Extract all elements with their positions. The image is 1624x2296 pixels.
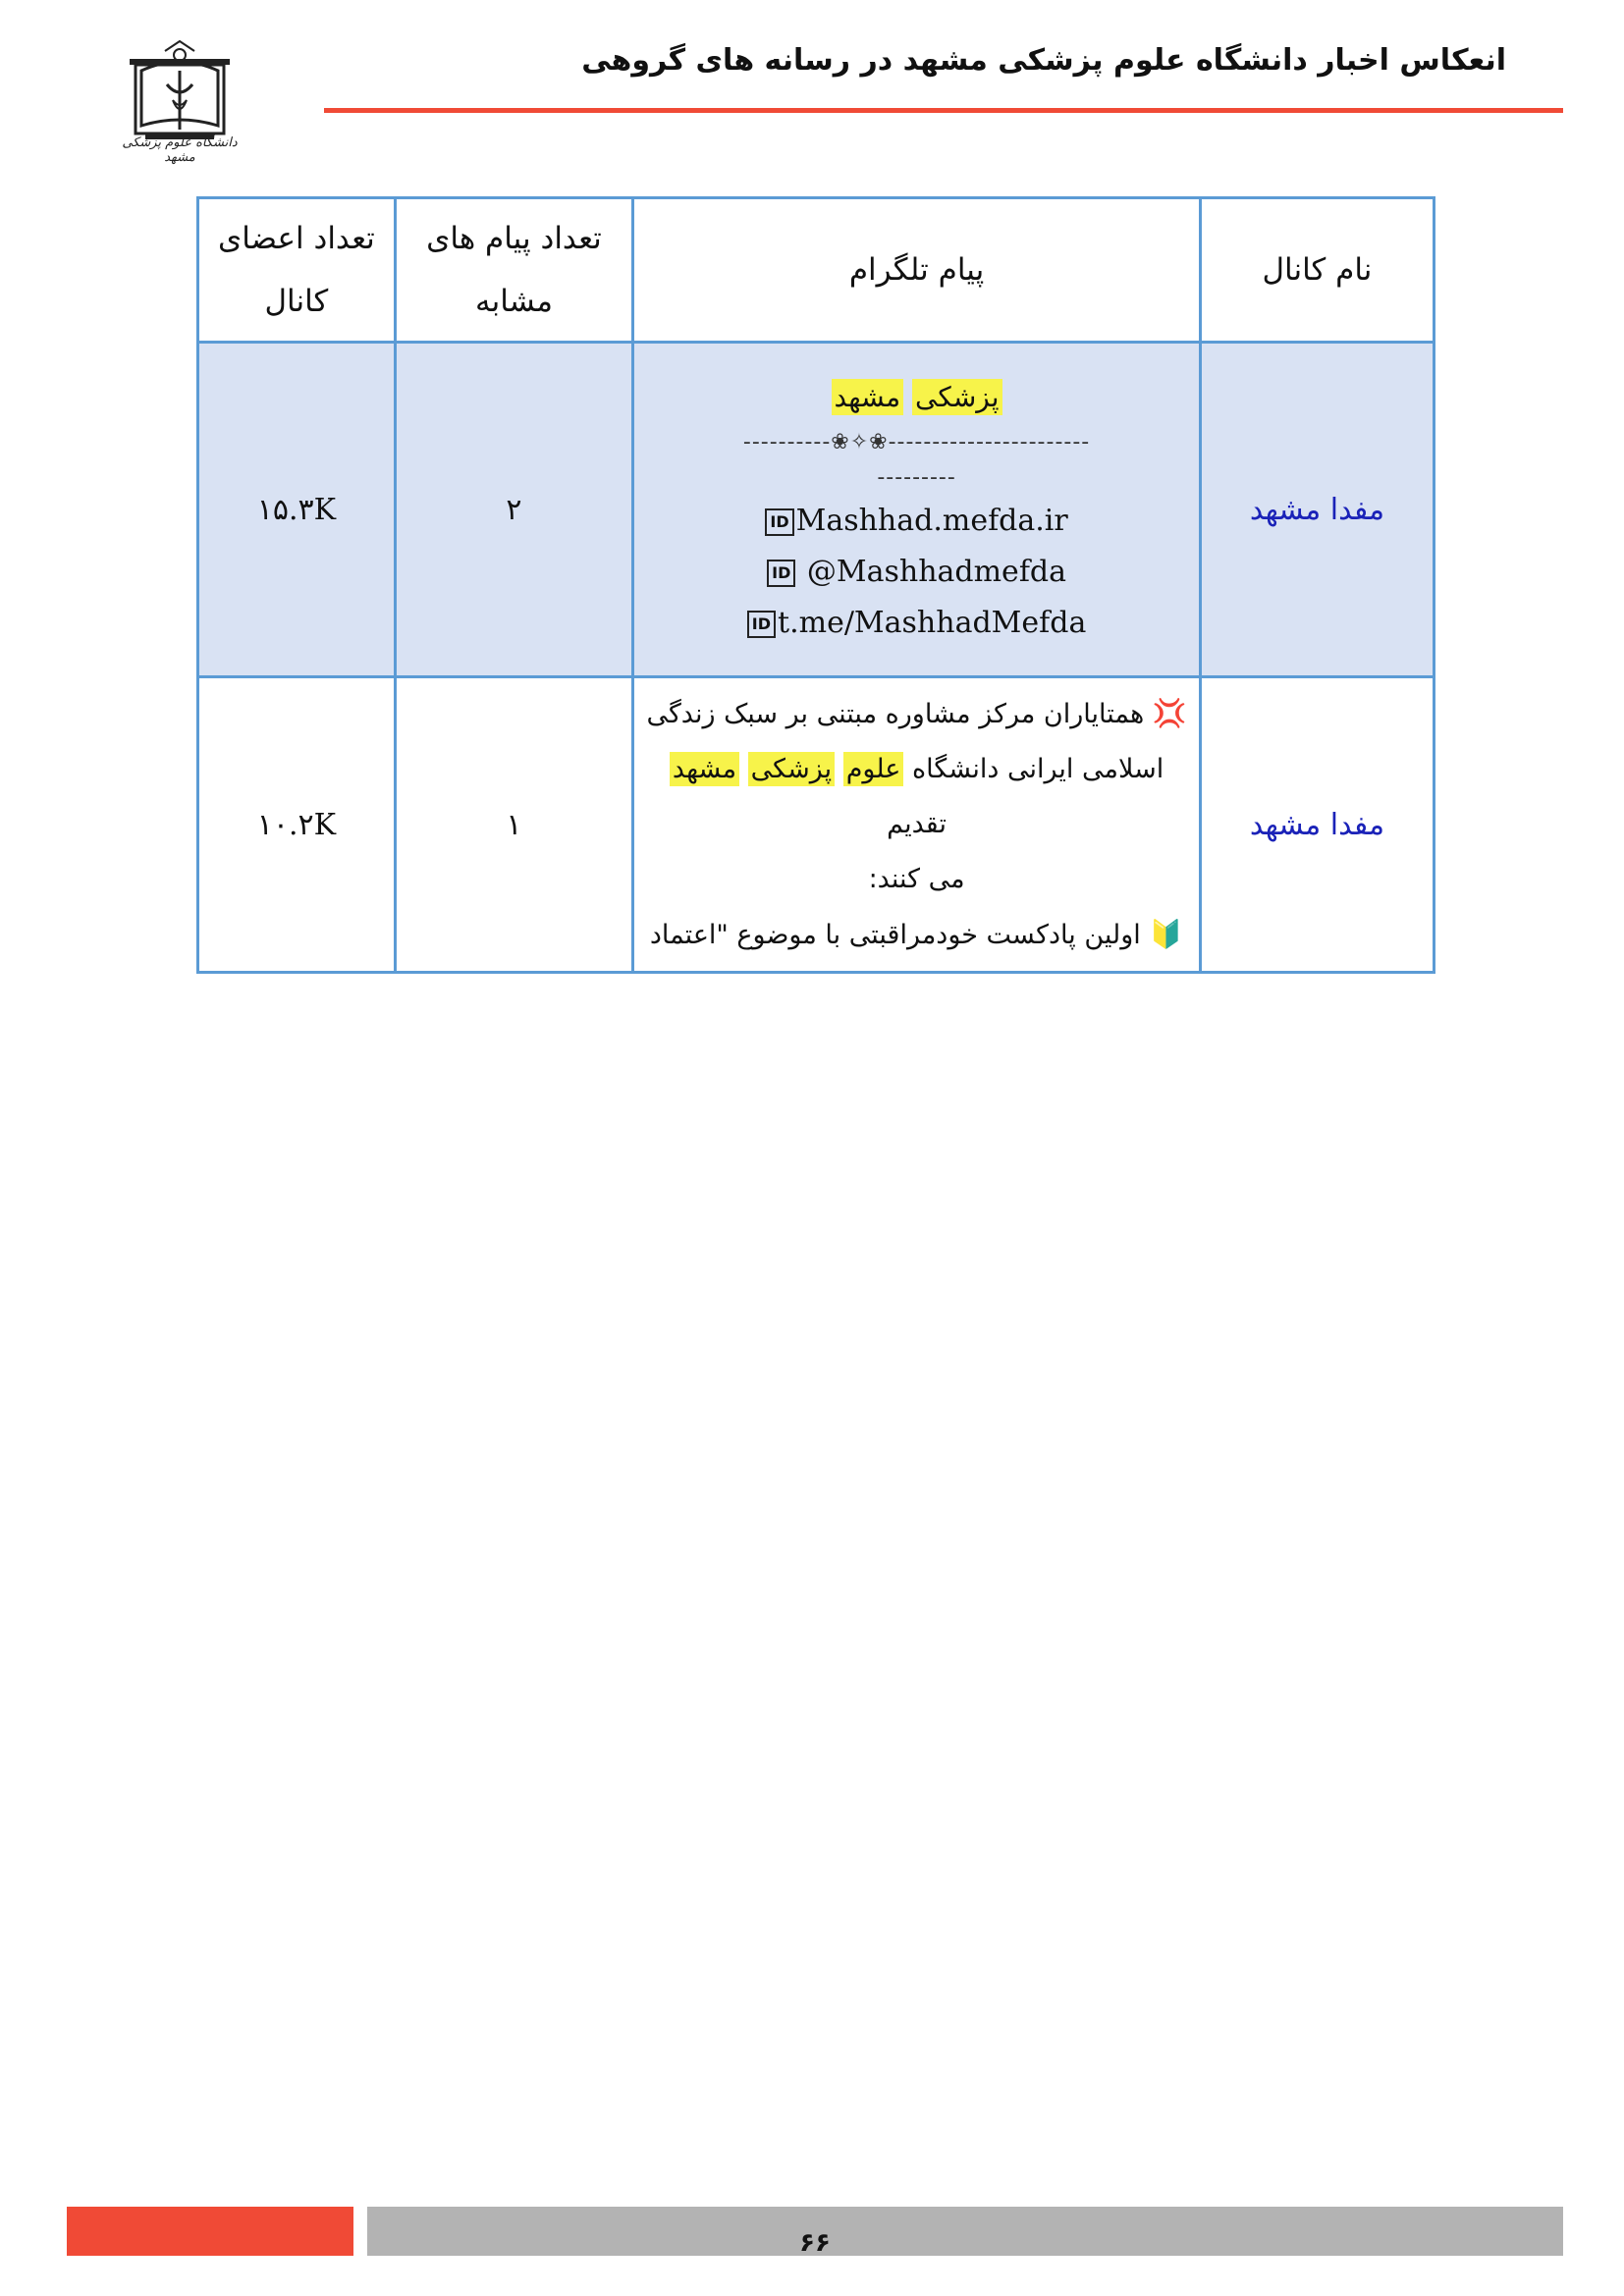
telegram-link[interactable] <box>646 598 1187 649</box>
header-divider <box>324 108 1563 113</box>
dash-line: --------- <box>877 465 956 490</box>
channel-name-link[interactable]: مفدا مشهد <box>1249 807 1385 842</box>
highlighted-word: علوم <box>843 752 904 786</box>
anger-symbol-icon: 💢 <box>1152 697 1187 729</box>
message-line <box>646 686 1187 742</box>
message-text: اسلامی ایرانی دانشگاه <box>903 754 1164 784</box>
message-cell <box>633 343 1201 677</box>
message-text: می کنند: <box>868 864 965 894</box>
page-title: انعکاس اخبار دانشگاه علوم پزشکی مشهد در رسانه های گروهی <box>581 43 1506 78</box>
footer-bar <box>367 2207 1563 2256</box>
highlighted-word: مشهد <box>832 379 904 415</box>
similar-count-cell: ۱ <box>395 677 632 973</box>
highlighted-word: پزشکی <box>748 752 835 786</box>
id-icon: ID <box>767 560 795 587</box>
dash-separator <box>646 425 1187 496</box>
channel-name-link[interactable]: مفدا مشهد <box>1249 492 1385 527</box>
header-channel-name: نام کانال <box>1200 198 1434 343</box>
channel-handle-link[interactable] <box>646 547 1187 598</box>
similar-count-cell: ۲ <box>395 343 632 677</box>
table-row <box>198 343 1435 677</box>
message-line <box>646 852 1187 907</box>
header-members: تعداد اعضای کانال <box>198 198 396 343</box>
table-row <box>198 677 1435 973</box>
message-line <box>646 742 1187 852</box>
dash-line: ----------❀✧❀----------------------- <box>742 430 1091 454</box>
message-cell <box>633 677 1201 973</box>
message-text: همتایاران مرکز مشاوره مبتنی بر سبک زندگی <box>646 699 1145 729</box>
footer-accent-bar <box>67 2207 353 2256</box>
channel-name-cell <box>1200 677 1434 973</box>
message-line <box>646 370 1187 425</box>
website-link-text: Mashhad.mefda.ir <box>795 504 1068 538</box>
news-table <box>196 196 1435 974</box>
header-telegram-message: پیام تلگرام <box>633 198 1201 343</box>
message-text: اولین پادکست خودمراقبتی با موضوع "اعتماد <box>649 920 1141 950</box>
beginner-badge-icon: 🔰 <box>1149 918 1184 950</box>
header-similar-count: تعداد پیام های مشابه <box>395 198 632 343</box>
highlighted-word: پزشکی <box>912 379 1002 415</box>
members-cell: ۱۵.۳K <box>198 343 396 677</box>
channel-handle-text: @Mashhadmefda <box>797 555 1067 589</box>
message-text: تقدیم <box>887 809 947 839</box>
telegram-link-text: t.me/MashhadMefda <box>778 606 1087 640</box>
table-header-row <box>198 198 1435 343</box>
website-link[interactable] <box>646 496 1187 547</box>
id-icon: ID <box>765 508 793 536</box>
logo-caption: دانشگاه علوم پزشکی مشهد <box>122 135 238 165</box>
id-icon: ID <box>747 611 776 638</box>
members-cell: ۱۰.۲K <box>198 677 396 973</box>
message-line <box>646 907 1187 963</box>
channel-name-cell <box>1200 343 1434 677</box>
page-number: ۶۶ <box>799 2228 831 2258</box>
highlighted-word: مشهد <box>670 752 739 786</box>
